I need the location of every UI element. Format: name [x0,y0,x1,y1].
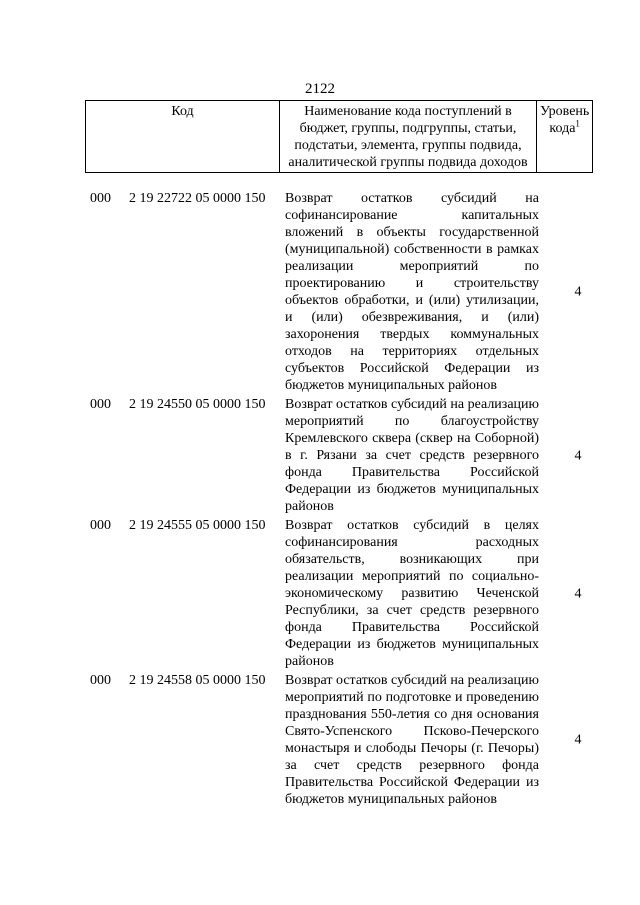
revenue-code-entry [0,396,640,515]
code-level: 4 [574,448,582,463]
code-level: 4 [574,586,582,601]
admin-code: 000 [90,397,111,412]
page-number: 2122 [305,81,335,97]
column-header-table [85,100,593,173]
revenue-code-list [0,190,640,810]
revenue-code: 2 19 24550 05 0000 150 [129,397,266,412]
revenue-code-description: Возврат остатков субсидий в целях софинансирования расходных обязательств, возникающих при реализации мероприятий по социально-экономическому развитию Чеченской Республики, за счет средств резервного фонда Правительства Российской Федерации из бюджетов муниципальных районов [285,518,539,669]
column-header-row [86,101,593,173]
column-header-code: Код [86,101,280,173]
column-header-name: Наименование кода поступлений в бюджет, группы, подгруппы, статьи, подстатьи, элемента, группы подвида, аналитической группы подвида доходов [280,101,537,173]
revenue-code-entry [0,672,640,808]
revenue-code-entry [0,190,640,394]
revenue-code: 2 19 24558 05 0000 150 [129,673,266,688]
footnote-marker: 1 [575,118,580,129]
column-header-level-label: Уровень кода [540,104,590,136]
code-level: 4 [574,732,582,748]
revenue-code-description: Возврат остатков субсидий на реализацию мероприятий по подготовке и проведению празднования 550-летия со дня основания Свято-Успенского Псково-Печерского монастыря и слободы Печоры (г. Печоры) за счет средств резервного фонда Правительства Российской Федерации из бюджетов муниципальных районов [285,673,539,807]
admin-code: 000 [90,191,111,206]
revenue-code-description: Возврат остатков субсидий на софинансирование капитальных вложений в объекты государственной (муниципальной) собственности в рамках реализации мероприятий по проектированию и строительству объектов обработки, и (или) утилизации, и (или) обезвреживания, и (или) захоронения твердых коммунальных отходов на территориях отдельных субъектов Российской Федерации из бюджетов муниципальных районов [285,191,539,393]
revenue-code: 2 19 22722 05 0000 150 [129,191,266,206]
column-header-level [537,101,593,173]
admin-code: 000 [90,518,111,533]
admin-code: 000 [90,673,111,688]
code-level: 4 [574,284,582,300]
revenue-code-entry [0,517,640,670]
revenue-code: 2 19 24555 05 0000 150 [129,518,266,533]
revenue-code-description: Возврат остатков субсидий на реализацию мероприятий по благоустройству Кремлевского сквера (сквер на Соборной) в г. Рязани за счет средств резервного фонда Правительства Российской Федерации из бюджетов муниципальных районов [285,397,539,514]
